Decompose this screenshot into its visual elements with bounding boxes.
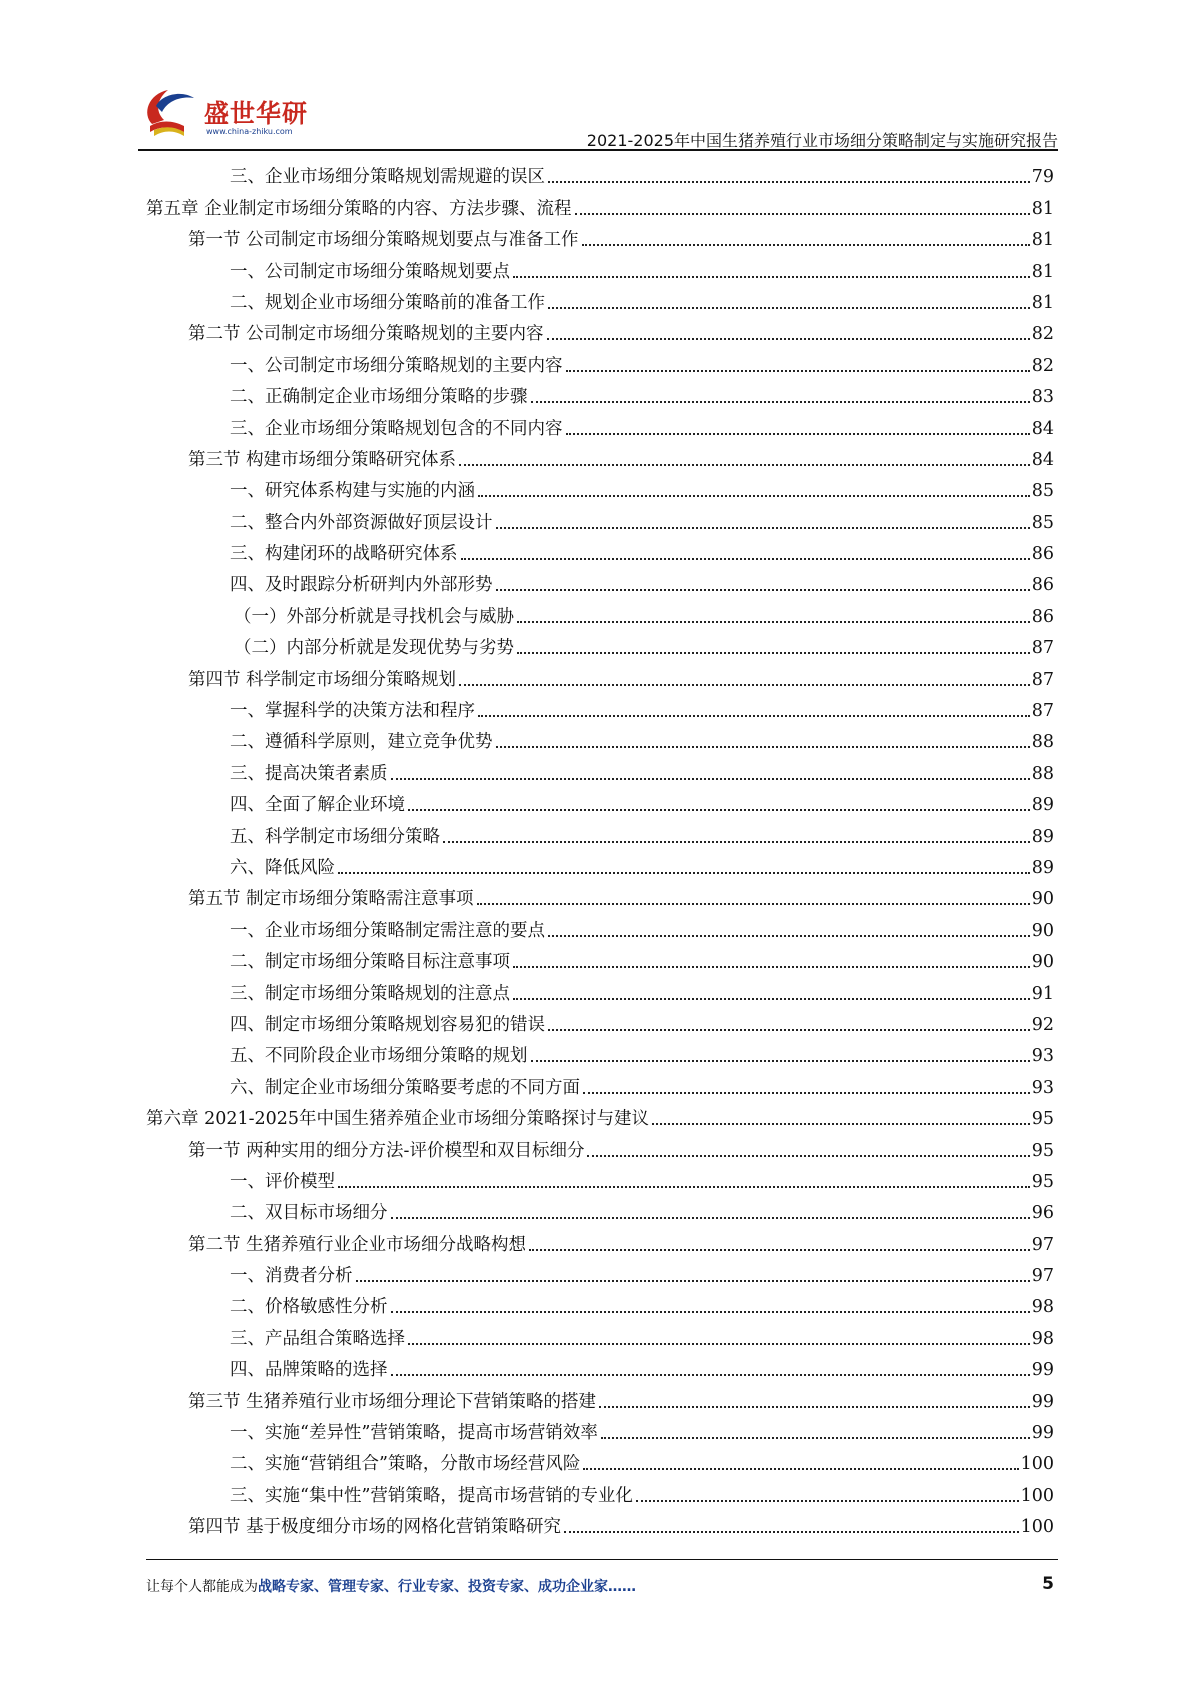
toc-leader-dots xyxy=(338,1186,1030,1188)
toc-entry-title: 一、消费者分析 xyxy=(230,1266,353,1287)
toc-leader-dots xyxy=(478,715,1030,717)
toc-entry-page: 79 xyxy=(1031,167,1054,188)
toc-entry-title: 一、公司制定市场细分策略规划要点 xyxy=(230,261,510,282)
toc-entry[interactable] xyxy=(146,315,1054,346)
toc-entry-title: 三、构建闭环的战略研究体系 xyxy=(230,544,458,565)
logo-emblem-icon xyxy=(138,80,204,144)
toc-leader-dots xyxy=(652,1123,1030,1125)
toc-entry-title: 四、品牌策略的选择 xyxy=(230,1360,388,1381)
toc-entry-title: 六、制定企业市场细分策略要考虑的不同方面 xyxy=(230,1077,580,1098)
toc-entry-page: 100 xyxy=(1020,1517,1054,1538)
toc-entry-title: 二、整合内外部资源做好顶层设计 xyxy=(230,512,493,533)
toc-entry-title: 三、企业市场细分策略规划需规避的误区 xyxy=(230,167,545,188)
toc-entry[interactable] xyxy=(146,284,1054,315)
toc-entry[interactable] xyxy=(146,189,1054,220)
toc-entry-page: 89 xyxy=(1031,795,1054,816)
toc-leader-dots xyxy=(338,872,1030,874)
toc-entry[interactable] xyxy=(146,535,1054,566)
toc-entry[interactable] xyxy=(146,723,1054,754)
toc-leader-dots xyxy=(566,370,1030,372)
toc-entry-page: 85 xyxy=(1031,512,1054,533)
toc-leader-dots xyxy=(496,589,1030,591)
toc-leader-dots xyxy=(548,935,1030,937)
toc-leader-dots xyxy=(513,966,1030,968)
toc-leader-dots xyxy=(564,1531,1019,1533)
footer-divider xyxy=(146,1559,1058,1560)
toc-leader-dots xyxy=(599,1406,1030,1408)
toc-leader-dots xyxy=(408,809,1030,811)
toc-entry-title: （二）内部分析就是发现优势与劣势 xyxy=(234,638,514,659)
logo-url: www.china-zhiku.com xyxy=(206,127,293,136)
toc-entry-page: 87 xyxy=(1031,701,1054,722)
toc-entry-title: 一、实施“差异性”营销策略，提高市场营销效率 xyxy=(230,1423,598,1444)
toc-entry-title: 二、规划企业市场细分策略前的准备工作 xyxy=(230,292,545,313)
report-title: 2021-2025年中国生猪养殖行业市场细分策略制定与实施研究报告 xyxy=(586,131,1058,150)
toc-entry[interactable] xyxy=(146,346,1054,377)
toc-leader-dots xyxy=(496,527,1030,529)
toc-entry-title: 第二节 生猪养殖行业企业市场细分战略构想 xyxy=(188,1234,527,1255)
toc-entry-title: 四、及时跟踪分析研判内外部形势 xyxy=(230,575,493,596)
toc-entry-page: 93 xyxy=(1031,1077,1054,1098)
toc-entry-title: 三、实施“集中性”营销策略，提高市场营销的专业化 xyxy=(230,1485,633,1506)
toc-entry-title: 二、遵循科学原则，建立竞争优势 xyxy=(230,732,493,753)
toc-entry-title: 一、公司制定市场细分策略规划的主要内容 xyxy=(230,355,563,376)
toc-entry-page: 82 xyxy=(1031,355,1054,376)
toc-leader-dots xyxy=(575,213,1030,215)
toc-leader-dots xyxy=(477,903,1030,905)
toc-entry[interactable] xyxy=(146,441,1054,472)
toc-leader-dots xyxy=(547,338,1030,340)
toc-entry-page: 83 xyxy=(1031,387,1054,408)
toc-leader-dots xyxy=(459,684,1030,686)
toc-entry-title: 三、企业市场细分策略规划包含的不同内容 xyxy=(230,418,563,439)
toc-entry-title: 第三节 生猪养殖行业市场细分理论下营销策略的搭建 xyxy=(188,1391,597,1412)
toc-entry-title: 五、不同阶段企业市场细分策略的规划 xyxy=(230,1046,528,1067)
page-header xyxy=(138,80,1058,150)
toc-leader-dots xyxy=(583,1092,1030,1094)
toc-leader-dots xyxy=(583,1468,1018,1470)
toc-entry-title: 第二节 公司制定市场细分策略规划的主要内容 xyxy=(188,324,544,345)
toc-entry[interactable] xyxy=(146,1100,1054,1131)
header-divider xyxy=(138,149,1058,151)
logo-name: 盛世华研 xyxy=(204,99,309,128)
toc-leader-dots xyxy=(513,998,1030,1000)
toc-entry[interactable] xyxy=(146,597,1054,628)
toc-entry-title: 第三节 构建市场细分策略研究体系 xyxy=(188,449,457,470)
toc-leader-dots xyxy=(601,1437,1030,1439)
toc-entry[interactable] xyxy=(146,1476,1054,1507)
toc-entry[interactable] xyxy=(146,974,1054,1005)
toc-entry-page: 86 xyxy=(1031,575,1054,596)
toc-entry-page: 81 xyxy=(1031,261,1054,282)
toc-entry-page: 91 xyxy=(1031,983,1054,1004)
toc-leader-dots xyxy=(513,276,1030,278)
toc-entry-title: 二、制定市场细分策略目标注意事项 xyxy=(230,952,510,973)
toc-entry-page: 90 xyxy=(1031,952,1054,973)
toc-entry[interactable] xyxy=(146,1445,1054,1476)
toc-entry-page: 99 xyxy=(1031,1391,1054,1412)
toc-leader-dots xyxy=(587,1155,1029,1157)
toc-entry-page: 92 xyxy=(1031,1014,1054,1035)
toc-entry-title: 一、企业市场细分策略制定需注意的要点 xyxy=(230,920,545,941)
toc-entry-page: 90 xyxy=(1031,889,1054,910)
toc-entry[interactable] xyxy=(146,629,1054,660)
toc-leader-dots xyxy=(356,1280,1030,1282)
toc-leader-dots xyxy=(531,401,1030,403)
toc-entry-page: 85 xyxy=(1031,481,1054,502)
toc-leader-dots xyxy=(517,621,1030,623)
toc-entry-title: 二、双目标市场细分 xyxy=(230,1203,388,1224)
toc-entry-title: 第一节 两种实用的细分方法-评价模型和双目标细分 xyxy=(188,1140,585,1161)
toc-entry-page: 86 xyxy=(1031,606,1054,627)
toc-entry[interactable] xyxy=(146,1508,1054,1539)
toc-entry[interactable] xyxy=(146,566,1054,597)
toc-entry[interactable] xyxy=(146,1037,1054,1068)
toc-entry-page: 95 xyxy=(1031,1171,1054,1192)
toc-leader-dots xyxy=(548,1029,1030,1031)
toc-entry-page: 89 xyxy=(1031,857,1054,878)
toc-entry-title: （一）外部分析就是寻找机会与威胁 xyxy=(234,606,514,627)
toc-entry-page: 82 xyxy=(1031,324,1054,345)
toc-entry-page: 90 xyxy=(1031,920,1054,941)
toc-entry[interactable] xyxy=(146,817,1054,848)
toc-leader-dots xyxy=(531,1060,1030,1062)
toc-entry-page: 97 xyxy=(1031,1234,1054,1255)
toc-entry-page: 87 xyxy=(1031,638,1054,659)
toc-leader-dots xyxy=(459,464,1030,466)
toc-entry-title: 第一节 公司制定市场细分策略规划要点与准备工作 xyxy=(188,230,579,251)
toc-entry[interactable] xyxy=(146,1225,1054,1256)
toc-leader-dots xyxy=(391,778,1030,780)
toc-entry-page: 88 xyxy=(1031,732,1054,753)
toc-entry[interactable] xyxy=(146,1131,1054,1162)
toc-leader-dots xyxy=(496,746,1030,748)
toc-entry-title: 二、正确制定企业市场细分策略的步骤 xyxy=(230,387,528,408)
toc-entry-title: 一、评价模型 xyxy=(230,1171,335,1192)
toc-leader-dots xyxy=(391,1217,1030,1219)
toc-entry-title: 一、掌握科学的决策方法和程序 xyxy=(230,701,475,722)
toc-entry[interactable] xyxy=(146,1006,1054,1037)
toc-leader-dots xyxy=(548,307,1030,309)
toc-entry[interactable] xyxy=(146,660,1054,691)
toc-entry-title: 第六章 2021-2025年中国生猪养殖企业市场细分策略探讨与建议 xyxy=(146,1109,650,1130)
toc-leader-dots xyxy=(478,495,1030,497)
toc-leader-dots xyxy=(582,244,1030,246)
toc-entry-title: 三、制定市场细分策略规划的注意点 xyxy=(230,983,510,1004)
toc-entry-page: 84 xyxy=(1031,449,1054,470)
toc-entry[interactable] xyxy=(146,1288,1054,1319)
toc-leader-dots xyxy=(443,841,1030,843)
toc-entry-page: 81 xyxy=(1031,292,1054,313)
toc-entry[interactable] xyxy=(146,943,1054,974)
toc-entry-title: 第四节 基于极度细分市场的网格化营销策略研究 xyxy=(188,1517,562,1538)
toc-leader-dots xyxy=(408,1343,1030,1345)
footer-slogan-emphasis: 战略专家、管理专家、行业专家、投资专家、成功企业家…… xyxy=(258,1579,636,1595)
table-of-contents xyxy=(146,158,1054,1539)
toc-entry[interactable] xyxy=(146,1163,1054,1194)
toc-entry-page: 100 xyxy=(1020,1485,1054,1506)
toc-leader-dots xyxy=(391,1374,1030,1376)
toc-leader-dots xyxy=(461,558,1030,560)
toc-entry-page: 84 xyxy=(1031,418,1054,439)
toc-entry[interactable] xyxy=(146,1351,1054,1382)
toc-entry[interactable] xyxy=(146,1068,1054,1099)
toc-entry-title: 第四节 科学制定市场细分策略规划 xyxy=(188,669,457,690)
toc-leader-dots xyxy=(548,181,1030,183)
toc-entry-page: 97 xyxy=(1031,1266,1054,1287)
toc-entry[interactable] xyxy=(146,409,1054,440)
toc-leader-dots xyxy=(636,1500,1019,1502)
toc-entry-page: 95 xyxy=(1031,1140,1054,1161)
toc-entry-page: 81 xyxy=(1031,198,1054,219)
toc-entry[interactable] xyxy=(146,221,1054,252)
toc-entry-page: 87 xyxy=(1031,669,1054,690)
toc-leader-dots xyxy=(391,1311,1030,1313)
toc-entry-page: 96 xyxy=(1031,1203,1054,1224)
toc-leader-dots xyxy=(529,1249,1030,1251)
toc-entry-page: 99 xyxy=(1031,1360,1054,1381)
page-footer xyxy=(146,1576,1054,1600)
toc-entry-page: 86 xyxy=(1031,544,1054,565)
toc-entry-page: 81 xyxy=(1031,230,1054,251)
toc-entry-title: 一、研究体系构建与实施的内涵 xyxy=(230,481,475,502)
toc-entry[interactable] xyxy=(146,786,1054,817)
toc-entry-title: 四、制定市场细分策略规划容易犯的错误 xyxy=(230,1014,545,1035)
toc-entry[interactable] xyxy=(146,252,1054,283)
toc-leader-dots xyxy=(566,433,1030,435)
toc-entry-title: 四、全面了解企业环境 xyxy=(230,795,405,816)
footer-slogan-prefix: 让每个人都能成为 xyxy=(146,1579,258,1595)
toc-entry-title: 五、科学制定市场细分策略 xyxy=(230,826,440,847)
page-number: 5 xyxy=(1042,1574,1054,1594)
toc-entry-page: 99 xyxy=(1031,1423,1054,1444)
toc-entry-page: 98 xyxy=(1031,1328,1054,1349)
toc-entry-title: 第五章 企业制定市场细分策略的内容、方法步骤、流程 xyxy=(146,198,572,219)
toc-entry[interactable] xyxy=(146,692,1054,723)
toc-entry-page: 88 xyxy=(1031,763,1054,784)
toc-entry-page: 100 xyxy=(1020,1454,1054,1475)
toc-entry[interactable] xyxy=(146,158,1054,189)
toc-entry-title: 二、实施“营销组合”策略，分散市场经营风险 xyxy=(230,1454,581,1475)
toc-entry[interactable] xyxy=(146,1319,1054,1350)
toc-entry-title: 第五节 制定市场细分策略需注意事项 xyxy=(188,889,474,910)
toc-entry[interactable] xyxy=(146,472,1054,503)
toc-entry-page: 89 xyxy=(1031,826,1054,847)
toc-entry[interactable] xyxy=(146,1194,1054,1225)
toc-entry[interactable] xyxy=(146,849,1054,880)
toc-leader-dots xyxy=(517,652,1030,654)
company-logo xyxy=(138,80,318,144)
toc-entry-title: 三、提高决策者素质 xyxy=(230,763,388,784)
toc-entry-title: 六、降低风险 xyxy=(230,857,335,878)
toc-entry[interactable] xyxy=(146,754,1054,785)
toc-entry[interactable] xyxy=(146,1414,1054,1445)
toc-entry-title: 三、产品组合策略选择 xyxy=(230,1328,405,1349)
toc-entry-page: 93 xyxy=(1031,1046,1054,1067)
toc-entry-title: 二、价格敏感性分析 xyxy=(230,1297,388,1318)
toc-entry-page: 98 xyxy=(1031,1297,1054,1318)
toc-entry[interactable] xyxy=(146,503,1054,534)
toc-entry-page: 95 xyxy=(1031,1109,1054,1130)
toc-entry[interactable] xyxy=(146,1382,1054,1413)
toc-entry[interactable] xyxy=(146,880,1054,911)
toc-entry[interactable] xyxy=(146,1257,1054,1288)
toc-entry[interactable] xyxy=(146,378,1054,409)
toc-entry[interactable] xyxy=(146,911,1054,942)
